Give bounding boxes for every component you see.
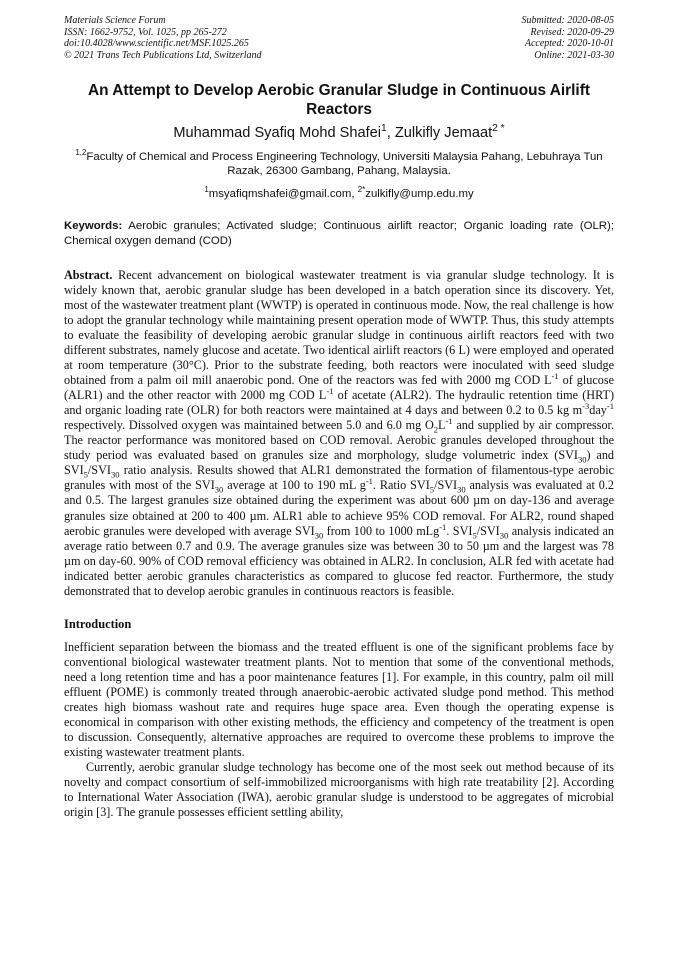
- email-2: zulkifly@ump.edu.my: [365, 188, 474, 201]
- abstract-text: of acetate (ALR2). The hydraulic retention time (HRT) and organic loading rate (OLR) for both reactors were maintained at 4 days and between 0.2 to 0.5 kg m: [64, 388, 615, 418]
- journal-name: Materials Science Forum: [64, 15, 166, 26]
- abstract-sub: 30: [457, 484, 466, 495]
- abstract-sup: -1: [439, 521, 447, 532]
- abstract-text: ) and SVI: [64, 448, 615, 478]
- online-date: Online: 2021-03-30: [534, 49, 614, 61]
- submitted-date: Submitted: 2020-08-05: [521, 15, 614, 26]
- email-1: msyafiqmshafei@gmail.com: [208, 188, 352, 201]
- abstract-text: of glucose (ALR1) and the other reactor with 2000 mg COD L: [64, 373, 614, 403]
- author-1-marker: 1: [381, 123, 387, 135]
- abstract-sub: 2: [433, 424, 439, 435]
- revised-date: Revised: 2020-09-29: [530, 26, 614, 38]
- paper-title: An Attempt to Develop Aerobic Granular Sludge in Continuous Airlift Reactors: [88, 82, 590, 119]
- journal-header: [64, 15, 614, 61]
- copyright-line: © 2021 Trans Tech Publications Ltd, Switzerland: [64, 49, 262, 61]
- affiliation-marker: 1,2: [75, 148, 87, 158]
- author-emails: [64, 187, 614, 201]
- abstract-text: /SVI: [476, 523, 500, 538]
- publication-dates: [522, 15, 615, 61]
- abstract-sup: -1: [551, 371, 559, 382]
- keywords: [64, 219, 614, 247]
- abstract-text: . SVI: [446, 523, 473, 538]
- abstract-sub: 30: [577, 454, 587, 465]
- abstract-text: analysis indicated an average ratio between 0.7 and 0.9. The average granules size was between 30 to 50 µm and the largest was 78 µm on day-60. 90% of COD removal efficiency was obtained in ALR2. In conclusion, ALR fed with acetate had indicated better aerobic granules characteristics as compared to glucose fed reactor. Furthermore, the study demonstrated that to develop aerobic granules in continuous reactors is feasible.: [64, 523, 615, 598]
- abstract-text: average at 100 to 190 mL g: [223, 478, 366, 493]
- abstract-sub: 5: [429, 484, 435, 495]
- abstract-sup: -1: [326, 386, 334, 397]
- issn-line: ISSN: 1662-9752, Vol. 1025, pp 265-272: [64, 26, 227, 38]
- abstract-sub: 30: [110, 469, 120, 480]
- abstract-text: . Ratio SVI: [372, 478, 430, 493]
- email-2-marker: 2*: [357, 185, 366, 195]
- abstract-sub: 30: [314, 530, 324, 541]
- introduction-heading: Introduction: [64, 616, 132, 631]
- abstract-sup: -1: [445, 416, 453, 427]
- abstract-text: /SVI: [434, 478, 458, 493]
- introduction-paragraph-1: Inefficient separation between the biomass and the treated effluent is one of the significant problems face by conventional biological wastewater treatment plants. Not to mention that some of the conventional methods, need a long retention time and has a poor maintenance features [1]. For example, in this country, palm oil mill effluent (POME) is commonly treated through anaerobic-aerobic activated sludge pond method. This method creates high biomass washout rate and requires huge space area. Even though the operating expense is economical in comparison with other existing methods, the efficiency and competency of the treatment is open to discussion. Consequently, alternative approaches are required to overcome these problems to improve the existing wastewater treatment plants.: [64, 639, 614, 760]
- email-separator: ,: [351, 188, 358, 201]
- abstract-label: Abstract.: [64, 267, 113, 282]
- abstract-sup: -1: [365, 476, 373, 487]
- journal-info: [64, 15, 262, 61]
- abstract-sub: 30: [499, 530, 509, 541]
- affiliation-text: Faculty of Chemical and Process Engineering Technology, Universiti Malaysia Pahang, Lebuhraya Tun Razak, 26300 Gambang, Pahang, Malaysia.: [86, 151, 603, 178]
- doi-line: doi:10.4028/www.scientific.net/MSF.1025.265: [64, 38, 249, 50]
- email-1-marker: 1: [204, 185, 209, 195]
- abstract-text: Recent advancement on biological wastewater treatment is via granular sludge technology. It is widely known that, aerobic granular sludge has been developed in a batch operation since its discovery. Yet, most of the wastewater treatment plant (WWTP) is operated in continuous mode. Now, the real challenge is how to adopt the granular technology while maintaining present operation mode of WWTP. Thus, this study attempts to evaluate the feasibility of developing aerobic granular sludge in continuous airlift reactors feed with two different substrates, namely glucose and acetate. Two identical airlift reactors (6 L) were employed and operated at room temperature (30°C). Prior to the substrate feeding, both reactors were inoculated with seed sludge obtained from a palm oil mill anaerobic pond. One of the reactors was fed with 2000 mg COD L: [64, 267, 614, 388]
- affiliation: [64, 150, 614, 178]
- abstract-text: L: [438, 418, 446, 433]
- keywords-text: Aerobic granules; Activated sludge; Continuous airlift reactor; Organic loading rate (OLR); Chemical oxygen demand (COD): [64, 220, 614, 247]
- author-2-marker: 2 *: [492, 123, 505, 135]
- accepted-date: Accepted: 2020-10-01: [524, 38, 614, 50]
- abstract-sub: 5: [472, 530, 477, 541]
- keywords-label: Keywords:: [64, 220, 123, 233]
- abstract-text: respectively. Dissolved oxygen was maintained between 5.0 and 6.0 mg O: [64, 418, 434, 433]
- abstract-sup: -1: [606, 401, 614, 412]
- abstract-sub: 5: [83, 469, 88, 480]
- author-list: [64, 124, 614, 142]
- abstract-text: day: [589, 403, 607, 418]
- abstract: [64, 268, 614, 599]
- abstract-sup: -3: [582, 401, 590, 412]
- author-2: Zulkifly Jemaat: [394, 125, 493, 142]
- abstract-text: and supplied by air compressor. The reactor performance was monitored based on COD removal. Aerobic granules developed throughout the study period was evaluated based on granules size and morphology, sludge volumetric index (SVI: [64, 418, 614, 463]
- introduction-paragraph-2: Currently, aerobic granular sludge technology has become one of the most seek out method because of its novelty and compact consortium of self-immobilized microorganisms with high rate treatability [2]. According to International Water Association (IWA), aerobic granular sludge is understood to be aggregates of microbial origin [3]. The granule possesses efficient settling ability,: [64, 760, 614, 820]
- abstract-text: analysis was evaluated at 0.2 and 0.5. The largest granules size obtained during the experiment was about 600 µm on day-136 and average granules size obtained at 200 to 400 µm. ALR1 able to achieve 95% COD removal. For ALR2, round shaped aerobic granules were developed with average SVI: [64, 478, 614, 538]
- abstract-text: ratio analysis. Results showed that ALR1 demonstrated the formation of filamentous-type aerobic granules with most of the SVI: [64, 463, 614, 493]
- author-1: Muhammad Syafiq Mohd Shafei: [173, 125, 382, 142]
- abstract-text: from 100 to 1000 mLg: [323, 523, 440, 538]
- abstract-sub: 30: [214, 484, 224, 495]
- author-separator: ,: [386, 125, 395, 142]
- abstract-text: /SVI: [87, 463, 111, 478]
